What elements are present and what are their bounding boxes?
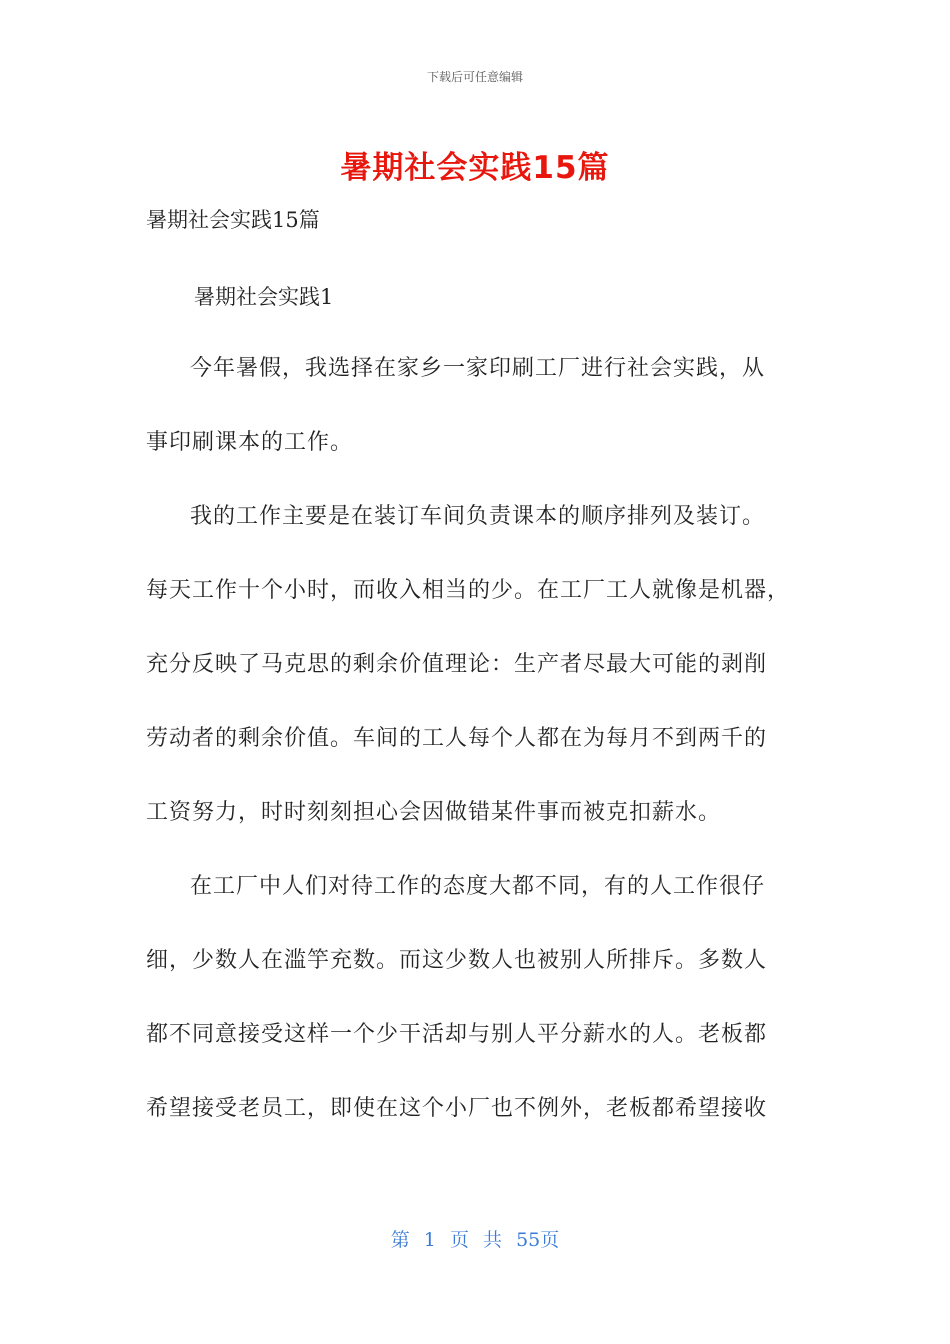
paragraph-3 <box>146 850 806 1146</box>
header-note: 下载后可任意编辑 <box>426 70 523 84</box>
paragraph-line: 今年暑假，我选择在家乡一家印刷工厂进行社会实践，从 <box>190 356 766 381</box>
section-heading: 暑期社会实践1 <box>194 285 334 309</box>
paragraph-line: 我的工作主要是在装订车间负责课本的顺序排列及装订。 <box>190 504 766 529</box>
paragraph-1 <box>146 332 806 480</box>
footer-total-label: 共 <box>483 1229 503 1251</box>
footer-current-page: 1 <box>423 1229 436 1251</box>
body-text <box>146 332 806 1146</box>
paragraph-line: 每天工作十个小时，而收入相当的少。在工厂工人就像是机器， <box>146 578 791 603</box>
document-subtitle: 暑期社会实践15篇 <box>146 208 320 232</box>
paragraph-line: 都不同意接受这样一个少干活却与别人平分薪水的人。老板都 <box>146 1022 768 1047</box>
document-title: 暑期社会实践15篇 <box>340 150 610 186</box>
paragraph-line: 希望接受老员工，即使在这个小厂也不例外，老板都希望接收 <box>146 1096 768 1121</box>
footer-page-label: 页 <box>449 1229 469 1251</box>
footer-total-pages: 55页 <box>516 1229 560 1251</box>
paragraph-line: 事印刷课本的工作。 <box>146 430 354 455</box>
paragraph-line: 在工厂中人们对待工作的态度大都不同，有的人工作很仔 <box>190 874 766 899</box>
paragraph-line: 工资努力，时时刻刻担心会因做错某件事而被克扣薪水。 <box>146 800 722 825</box>
footer-prefix: 第 <box>390 1229 410 1251</box>
paragraph-2 <box>146 480 806 850</box>
page-footer <box>0 1225 950 1252</box>
paragraph-line: 细，少数人在滥竽充数。而这少数人也被别人所排斥。多数人 <box>146 948 768 973</box>
paragraph-line: 劳动者的剩余价值。车间的工人每个人都在为每月不到两千的 <box>146 726 768 751</box>
paragraph-line: 充分反映了马克思的剩余价值理论：生产者尽最大可能的剥削 <box>146 652 768 677</box>
